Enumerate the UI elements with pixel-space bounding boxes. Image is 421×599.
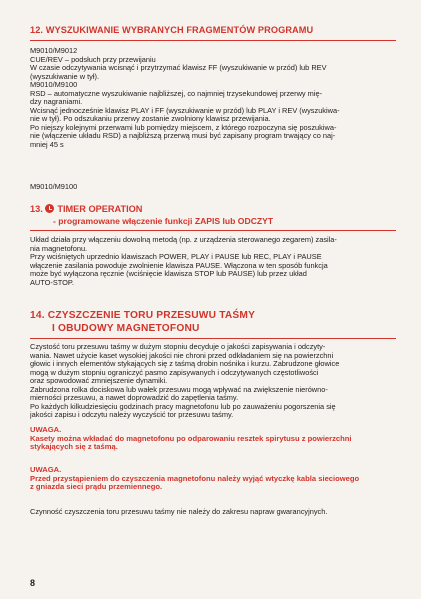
section-13-line: AUTO-STOP. [30, 278, 74, 287]
section-12-line: CUE/REV – podsłuch przy przewijaniu [30, 55, 156, 64]
page-number: 8 [30, 578, 36, 588]
section-12-line: mniej 45 s [30, 140, 64, 149]
section-14-line: Czystość toru przesuwu taśmy w dużym stopniu decyduje o jakości zapisywania i odczyty- [30, 343, 326, 351]
section-12-line: (wyszukiwanie w tył). [30, 72, 99, 81]
section-14-line: Zabrudzona rolka dociskowa lub wałek przesuwu mogą wpływać na zwiększenie nierówno- [30, 385, 328, 394]
closing-note [30, 508, 401, 517]
section-13-heading [30, 204, 401, 215]
section-14-heading-line1: 14. CZYSZCZENIE TORU PRZESUWU TAŚMY [30, 310, 256, 321]
section-13-model [30, 183, 401, 192]
section-14-line: jakości zapisu i odczytu należy wyczyścić tor przesuwu taśmy. [30, 411, 234, 419]
closing-line: Czynność czyszczenia toru przesuwu taśmy nie należy do zakresu napraw gwarancyjnych. [30, 508, 328, 516]
section-12-line: nie (włączenie układu RSD) a najbliższą przerwą musi być zapisany program trwający co naj- [30, 132, 336, 140]
section-12-line: dzy nagraniami. [30, 98, 83, 106]
section-12-rule [30, 40, 396, 41]
section-13-body [30, 236, 401, 287]
section-14-rule [30, 338, 396, 339]
section-14-line: głowic i innych elementów stykających się z taśmą drobin nośnika i kurzu. Zabrudzone głowice [30, 360, 340, 368]
section-14-line: mierności przesuwu, a nawet doprowadzić do zapętlenia taśmy. [30, 394, 239, 402]
section-14-heading-line2: I OBUDOWY MAGNETOFONU [52, 323, 200, 334]
section-13-line: Układ działa przy włączeniu dowolną metodą (np. z urządzenia sterowanego zegarem) zasila- [30, 236, 337, 244]
warning-line: Przed przystąpieniem do czyszczenia magnetofonu należy wyjąć wtyczkę kabla sieciowego [30, 474, 360, 483]
section-14-body [30, 343, 401, 420]
section-12-line: RSD – automatyczne wyszukiwanie najbliższej, co najmniej trzysekundowej przerwy mię- [30, 89, 323, 98]
section-12-line: Wcisnąć jednocześnie klawisz PLAY i FF (wyszukiwanie w przód) lub PLAY i REV (wyszukiwa- [30, 106, 340, 115]
section-14-line: oraz spowodować zmniejszenie dynamiki. [30, 377, 168, 385]
section-12-line: Po niejszy kolejnymi przerwami lub pomiędzy miejscem, z którego rozpoczyna się poszukiwa- [30, 123, 337, 132]
section-13-subtitle: - programowane włączenie funkcji ZAPIS lub ODCZYT [53, 216, 274, 226]
section-12-line: nie w tył). Po odszukaniu przerwy zostanie zwolniony klawisz przewijania. [30, 115, 271, 123]
model-label: M9010/M9100 [30, 183, 78, 191]
section-12-heading: 12. WYSZUKIWANIE WYBRANYCH FRAGMENTÓW PROGRAMU [30, 25, 314, 35]
warning-label: UWAGA. [30, 466, 62, 474]
section-13-line: nia magnetofonu. [30, 244, 88, 253]
section-13-line: może być wyłączona ręcznie (wciśnięcie klawisza STOP lub PAUSE) lub przez układ [30, 270, 307, 278]
section-12-line: M9010/M9100 [30, 81, 78, 89]
section-13-number: 13. [30, 204, 43, 214]
section-12-line: M9010/M9012 [30, 47, 78, 55]
warning-line: z gniazda sieci prądu przemiennego. [30, 483, 163, 491]
warning-2 [30, 466, 401, 492]
warning-1 [30, 426, 401, 452]
section-13-rule [30, 230, 396, 231]
section-14-line: Po każdych kilkudziesięciu godzinach pracy magnetofonu lub po zauważeniu pogorszenia się [30, 402, 336, 411]
section-14-line: mogą w dużym stopniu ograniczyć pasmo zapisywanych i odczytywanych częstotliwości [30, 368, 319, 377]
warning-label: UWAGA. [30, 426, 62, 434]
warning-line: stykających się z taśmą. [30, 443, 118, 451]
warning-line: Kasety można wkładać do magnetofonu po odparowaniu resztek spirytusu z powierzchni [30, 434, 352, 443]
section-13-title: TIMER OPERATION [57, 204, 143, 214]
section-12-line: W czasie odczytywania wcisnąć i przytrzymać klawisz FF (wyszukiwanie w przód) lub REV [30, 64, 327, 72]
section-12-body [30, 47, 401, 149]
clock-icon [45, 204, 54, 213]
section-14-line: wania. Nawet użycie kaset wysokiej jakości nie chroni przed odkładaniem się na powierzchni [30, 351, 334, 360]
section-13-line: włączenie zasilania powoduje zwolnienie klawisza PAUSE. Włączona w ten sposób funkcja [30, 261, 328, 270]
section-13-line: Przy wciśniętych uprzednio klawiszach POWER, PLAY i PAUSE lub REC, PLAY i PAUSE [30, 253, 322, 261]
